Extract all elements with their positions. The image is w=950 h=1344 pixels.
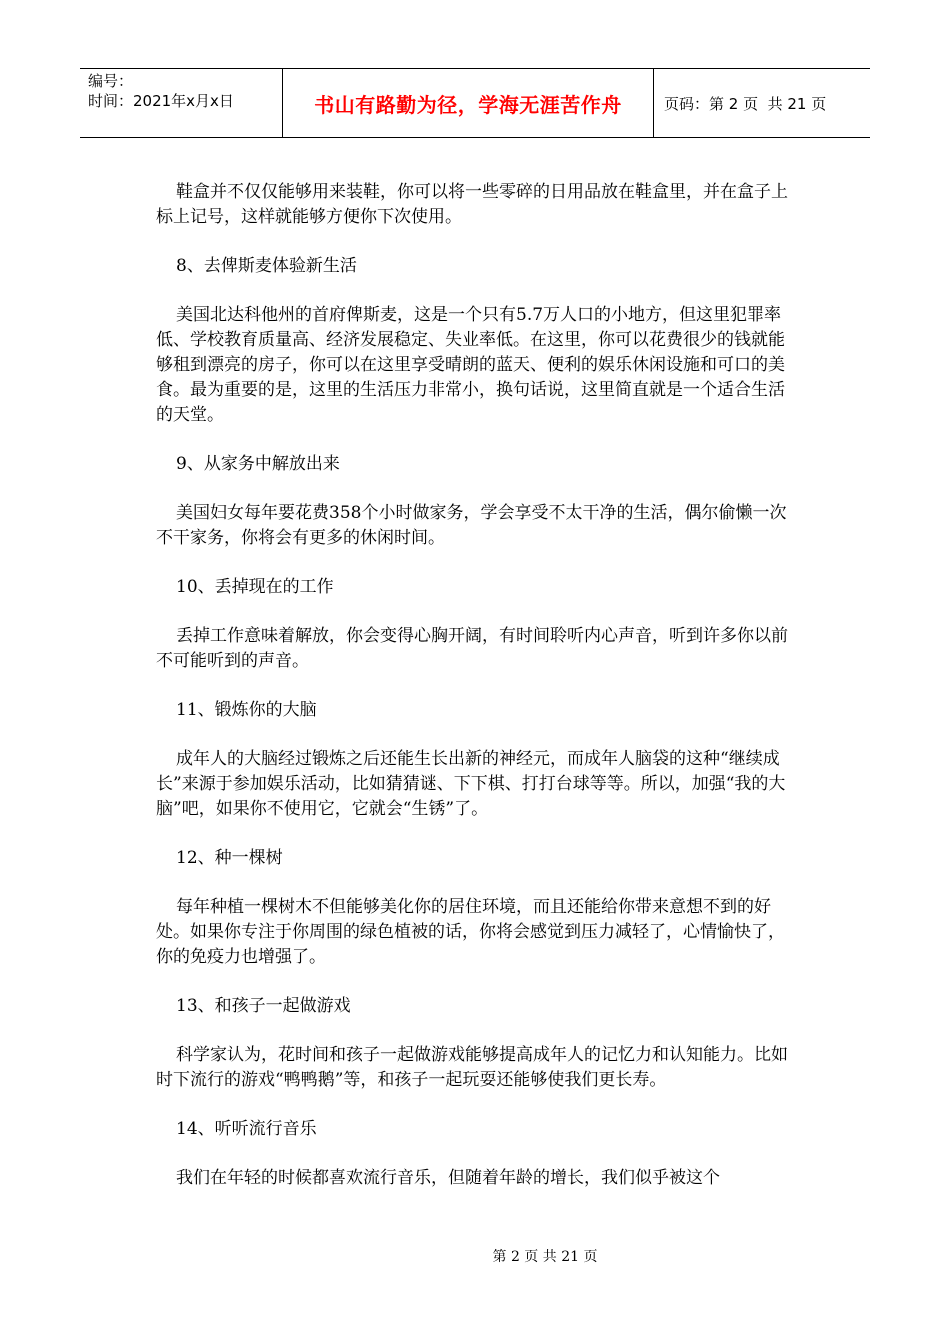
header-motto: 书山有路勤为径，学海无涯苦作舟	[283, 69, 654, 137]
section-heading: 9、从家务中解放出来	[176, 454, 340, 474]
body-paragraph: 美国妇女每年要花费358个小时做家务，学会享受不太干净的生活，偶尔偷懒一次不干家务，你将会有更多的休闲时间。	[156, 503, 787, 548]
body-paragraph: 丢掉工作意味着解放，你会变得心胸开阔，有时间聆听内心声音，听到许多你以前不可能听到的声音。	[156, 626, 788, 671]
page-header	[80, 68, 870, 138]
body-paragraph: 科学家认为，花时间和孩子一起做游戏能够提高成年人的记忆力和认知能力。比如时下流行的游戏“鸭鸭鹅”等，和孩子一起玩耍还能够使我们更长寿。	[156, 1045, 788, 1090]
section-heading: 8、去俾斯麦体验新生活	[176, 256, 357, 276]
section-heading: 12、种一棵树	[176, 848, 283, 868]
body-paragraph: 成年人的大脑经过锻炼之后还能生长出新的神经元，而成年人脑袋的这种“继续成长”来源于参加娱乐活动，比如猜猜谜、下下棋、打打台球等等。所以，加强“我的大脑”吧，如果你不使用它，它就会“生锈”了。	[156, 749, 786, 819]
date-label: 时间：2021年x月x日	[88, 92, 234, 110]
page-footer: 第 2 页 共 21 页	[492, 1249, 598, 1265]
section-heading: 11、锻炼你的大脑	[176, 700, 317, 720]
serial-number-label: 编号：	[88, 72, 134, 90]
document-body	[156, 180, 796, 1215]
body-paragraph: 我们在年轻的时候都喜欢流行音乐，但随着年龄的增长，我们似乎被这个	[176, 1168, 720, 1188]
section-heading: 10、丢掉现在的工作	[176, 577, 334, 597]
body-paragraph: 鞋盒并不仅仅能够用来装鞋，你可以将一些零碎的日用品放在鞋盒里，并在盒子上标上记号，这样就能够方便你下次使用。	[156, 182, 788, 227]
header-page-info: 页码：第 2 页 共 21 页	[664, 94, 827, 113]
section-heading: 13、和孩子一起做游戏	[176, 996, 351, 1016]
body-paragraph: 美国北达科他州的首府俾斯麦，这是一个只有5.7万人口的小地方，但这里犯罪率低、学校教育质量高、经济发展稳定、失业率低。在这里，你可以花费很少的钱就能够租到漂亮的房子，你可以在这里享受晴朗的蓝天、便利的娱乐休闲设施和可口的美食。最为重要的是，这里的生活压力非常小，换句话说，这里简直就是一个适合生活的天堂。	[156, 305, 785, 425]
section-heading: 14、听听流行音乐	[176, 1119, 317, 1139]
header-info-cell	[80, 69, 283, 137]
body-paragraph: 每年种植一棵树木不但能够美化你的居住环境，而且还能给你带来意想不到的好处。如果你专注于你周围的绿色植被的话，你将会感觉到压力减轻了，心情愉快了，你的免疫力也增强了。	[156, 897, 785, 967]
